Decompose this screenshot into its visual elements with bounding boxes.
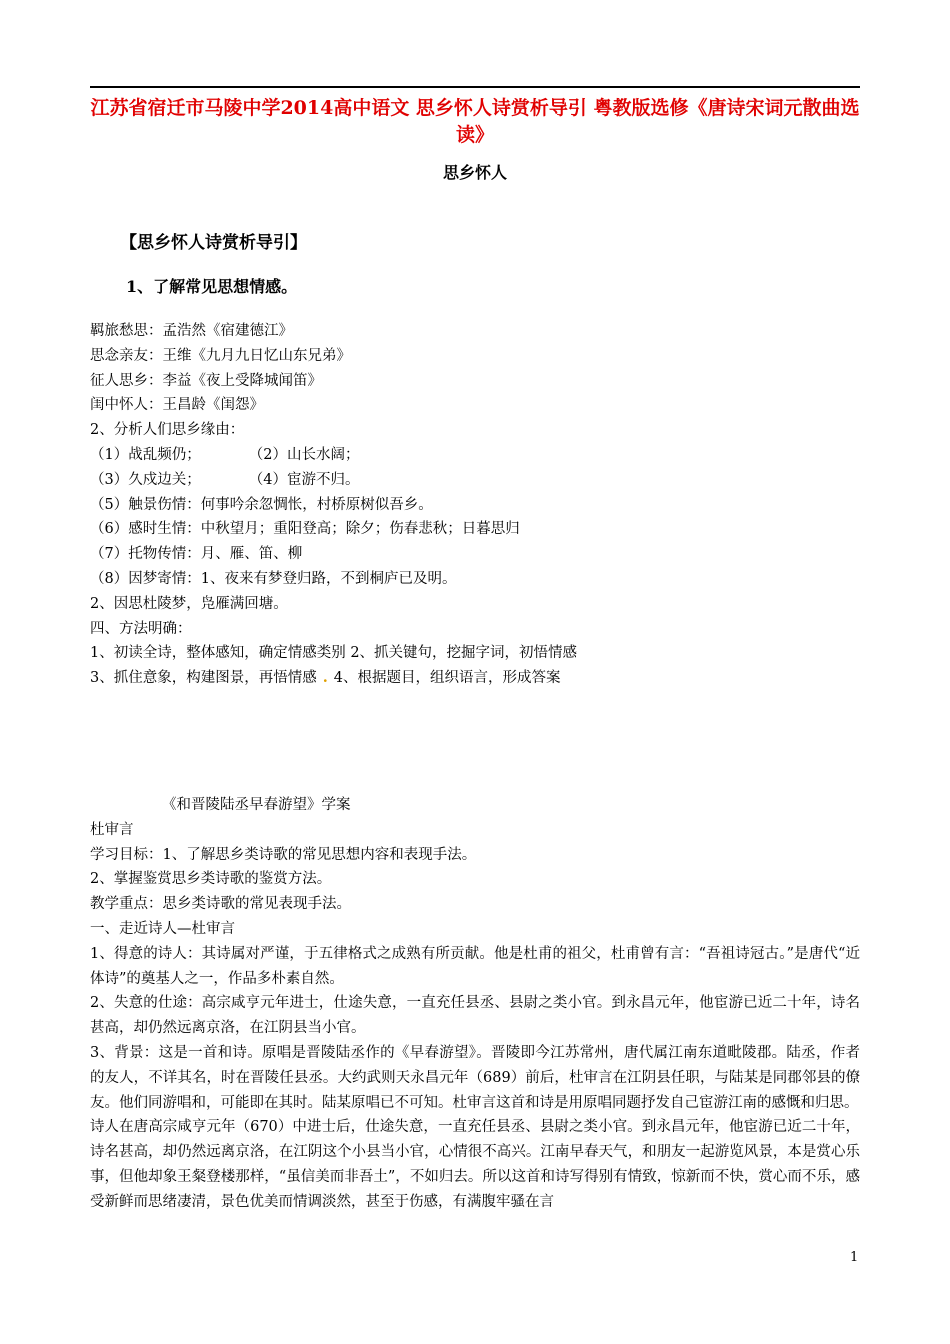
list-item: 思念亲友：王维《九月九日忆山东兄弟》 <box>90 347 351 364</box>
part-heading: 一、走近诗人—杜审言 <box>90 920 235 937</box>
causes-heading: 2、分析人们思乡缘由： <box>90 422 245 439</box>
author: 杜审言 <box>90 821 134 838</box>
list-item <box>90 443 860 468</box>
page-number: 1 <box>850 1250 859 1265</box>
document-title: 江苏省宿迁市马陵中学2014高中语文 思乡怀人诗赏析导引 粤教版选修《唐诗宋词元散曲选读》 <box>90 97 860 146</box>
header-rule <box>90 86 860 88</box>
paragraph: 3、背景：这是一首和诗。原唱是晋陵陆丞作的《早春游望》。晋陵即今江苏常州，唐代属江南东道毗陵郡。陆丞，作者的友人，不详其名，时在晋陵任县丞。大约武则天永昌元年（689）前后，杜审言在江阴县任职，与陆某是同郡邻县的僚友。他们同游唱和，可能即在其时。陆某原唱已不可知。杜审言这首和诗是用原唱同题抒发自己宦游江南的感慨和归思。 <box>90 1044 860 1111</box>
cause-text: （4）宦游不归。 <box>248 471 360 488</box>
paragraph: 2、失意的仕途：高宗咸亨元年进士，仕途失意，一直充任县丞、县尉之类小官。到永昌元年，他宦游已近二十年，诗名甚高，却仍然远离京洛，在江阴县当小官。 <box>90 995 860 1037</box>
list-item: 征人思乡：李益《夜上受降城闻笛》 <box>90 372 322 389</box>
emotion-and-method-list <box>90 319 860 691</box>
lesson-title: 《和晋陵陆丞早春游望》学案 <box>162 797 351 813</box>
document-subtitle: 思乡怀人 <box>442 163 507 182</box>
cause-text: （1）战乱频仍； <box>90 446 201 463</box>
cause-text: （2）山长水阔； <box>248 446 360 463</box>
learning-goal: 2、掌握鉴赏思乡类诗歌的鉴赏方法。 <box>90 871 332 888</box>
paragraph: 1、得意的诗人：其诗属对严谨，于五律格式之成熟有所贡献。他是杜甫的祖父，杜甫曾有言：“吾祖诗冠古。”是唐代“近体诗”的奠基人之一，作品多朴素自然。 <box>90 945 860 987</box>
method-line <box>90 666 860 691</box>
list-item: 羁旅愁思：孟浩然《宿建德江》 <box>90 323 293 339</box>
list-item: （7）托物传情：月、雁、笛、柳 <box>90 546 303 563</box>
method-text: 4、根据题目，组织语言，形成答案 <box>333 670 561 687</box>
lesson-plan-section <box>90 793 860 1215</box>
method-line: 1、初读全诗，整体感知，确定情感类别 2、抓关键句，挖掘字词，初悟情感 <box>90 645 578 662</box>
list-item: （5）触景伤情：何事吟余忽惆怅，村桥原树似吾乡。 <box>90 496 433 513</box>
methods-heading: 四、方法明确： <box>90 620 192 637</box>
list-item: （8）因梦寄情：1、夜来有梦登归路，不到桐庐已及明。 <box>90 570 457 587</box>
paragraph: 诗人在唐高宗咸亨元年（670）中进士后，仕途失意，一直充任县丞、县尉之类小官。到永昌元年，他宦游已近二十年，诗名甚高，却仍然远离京洛，在江阴这个小县当小官，心情很不高兴。江南早春天气，和朋友一起游览风景，本是赏心乐事，但他却象王粲登楼那样，“虽信美而非吾土”，不如归去。所以这首和诗写得别有情致，惊新而不快，赏心而不乐，感受新鲜而思绪凄清，景色优美而情调淡然，甚至于伤感，有满腹牢骚在言 <box>90 1119 860 1210</box>
list-item: （6）感时生情：中秋望月；重阳登高；除夕；伤春悲秋；日暮思归 <box>90 521 520 538</box>
cause-text: （3）久戍边关； <box>90 471 201 488</box>
bullet-dot-icon: . <box>322 669 328 687</box>
guide-heading: 【思乡怀人诗赏析导引】 <box>120 233 307 253</box>
list-item <box>90 468 860 493</box>
list-item: 闺中怀人：王昌龄《闺怨》 <box>90 397 264 414</box>
teaching-focus: 教学重点：思乡类诗歌的常见表现手法。 <box>90 896 351 913</box>
method-text: 3、抓住意象，构建图景，再悟情感 <box>90 670 317 687</box>
section-one-heading: 1、了解常见思想情感。 <box>126 277 298 296</box>
learning-goal: 学习目标：1、了解思乡类诗歌的常见思想内容和表现手法。 <box>90 846 477 863</box>
list-item: 2、因思杜陵梦，凫雁满回塘。 <box>90 595 288 612</box>
